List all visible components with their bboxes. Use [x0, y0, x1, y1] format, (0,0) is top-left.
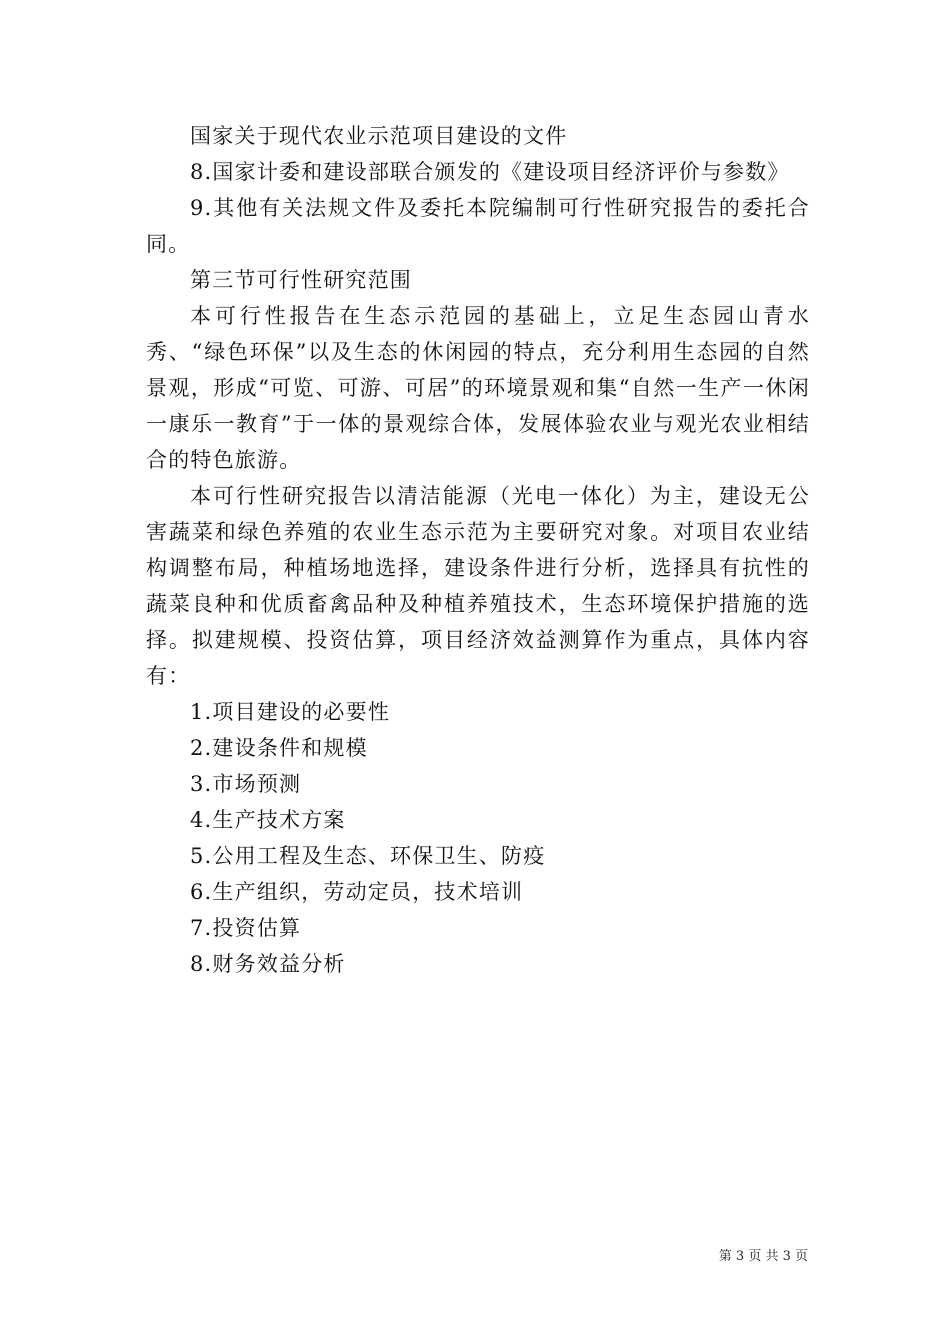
- page-number: 第 3 页 共 3 页: [718, 1249, 808, 1264]
- text-item-9: 9.其他有关法规文件及委托本院编制可行性研究报告的委托合同。: [146, 196, 810, 256]
- text-line-national-docs: 国家关于现代农业示范项目建设的文件: [190, 124, 568, 148]
- document-body: [146, 118, 810, 982]
- text-line-item-8: 8.国家计委和建设部联合颁发的《建设项目经济评价与参数》: [190, 160, 790, 184]
- list-item: 3.市场预测: [190, 772, 302, 796]
- paragraph-research-focus: 本可行性研究报告以清洁能源（光电一体化）为主，建设无公害蔬菜和绿色养殖的农业生态示范为主要研究对象。对项目农业结构调整布局，种植场地选择，建设条件进行分析，选择具有抗性的蔬菜良种和优质畜禽品种及种植养殖技术，生态环境保护措施的选择。拟建规模、投资估算，项目经济效益测算作为重点，具体内容有：: [146, 484, 810, 688]
- list-item: 6.生产组织，劳动定员，技术培训: [190, 880, 524, 904]
- list-item: 7.投资估算: [190, 916, 302, 940]
- list-item: 2.建设条件和规模: [190, 736, 368, 760]
- list-item: 4.生产技术方案: [190, 808, 346, 832]
- section-heading: 第三节可行性研究范围: [190, 268, 412, 292]
- contents-list: [146, 694, 810, 982]
- paragraph-scope-overview: 本可行性报告在生态示范园的基础上，立足生态园山青水秀、“绿色环保”以及生态的休闲园的特点，充分利用生态园的自然景观，形成“可览、可游、可居”的环境景观和集“自然一生产一休闲一康乐一教育”于一体的景观综合体，发展体验农业与观光农业相结合的特色旅游。: [146, 304, 810, 472]
- list-item: 5.公用工程及生态、环保卫生、防疫: [190, 844, 546, 868]
- list-item: 1.项目建设的必要性: [190, 700, 391, 724]
- list-item: 8.财务效益分析: [190, 952, 346, 976]
